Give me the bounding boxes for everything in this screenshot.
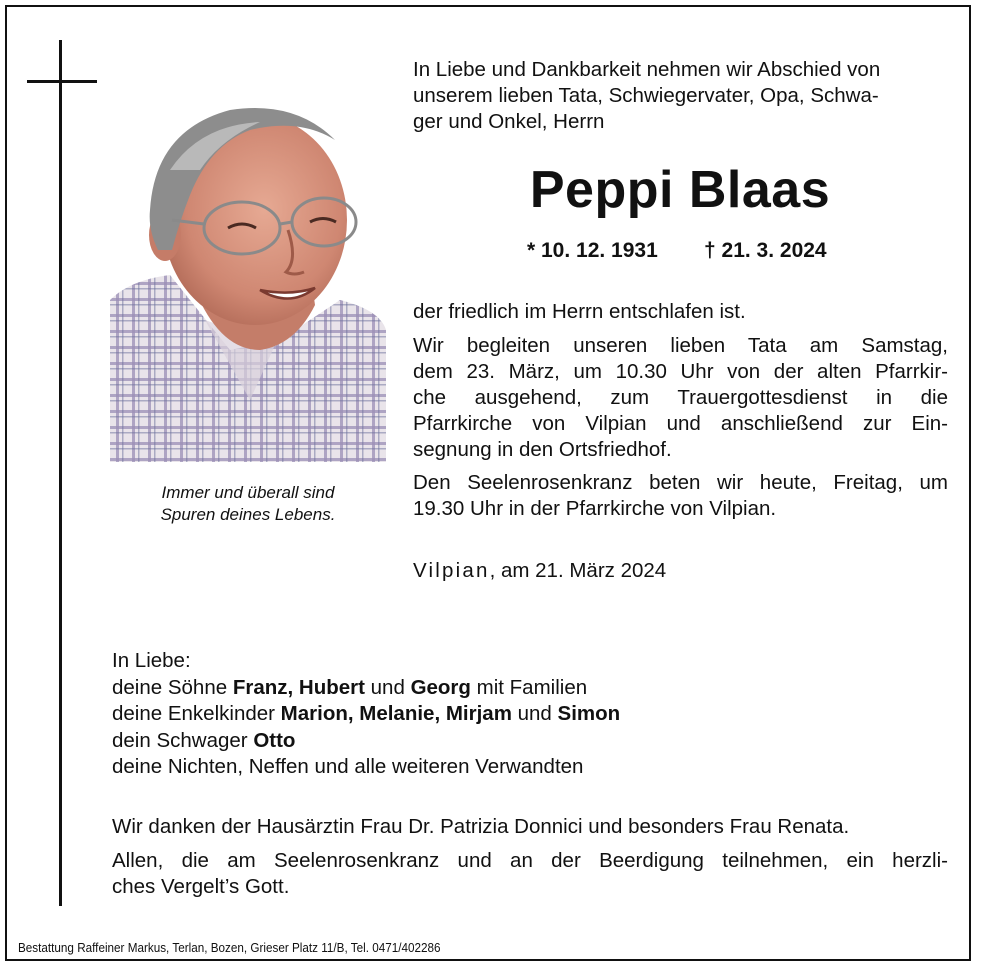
rosary-line: 19.30 Uhr in der Pfarrkirche von Vilpian.	[413, 497, 777, 520]
intro-line: ger und Onkel, Herrn	[413, 110, 605, 133]
death-date: † 21. 3. 2024	[704, 239, 827, 262]
caption-line: Immer und überall sind	[161, 483, 335, 502]
cross-icon	[59, 40, 62, 906]
son-name: Georg	[410, 675, 471, 699]
funeral-line: dem 23. März, um 10.30 Uhr von der alten Pfarrkir-	[413, 360, 948, 383]
brother-in-law-name: Otto	[253, 728, 296, 752]
deceased-name: Peppi Blaas	[529, 161, 831, 219]
text: deine Söhne	[112, 675, 233, 699]
funeral-text	[413, 333, 948, 463]
date-text: , am 21. März 2024	[489, 559, 667, 582]
passed-text: der friedlich im Herrn entschlafen ist.	[413, 300, 746, 323]
grandchildren-names: Marion, Melanie, Mirjam	[280, 702, 512, 725]
intro-text	[413, 57, 948, 135]
mourners-heading: In Liebe:	[112, 649, 191, 672]
thanks-line: ches Vergelt’s Gott.	[112, 875, 290, 898]
thanks-line: Allen, die am Seelenrosenkranz und an der Beerdigung teilnehmen, ein herzli-	[112, 849, 948, 872]
place-name: Vilpian	[413, 559, 490, 582]
portrait-photo	[110, 100, 386, 462]
rosary-line: Den Seelenrosenkranz beten wir heute, Freitag, um	[413, 471, 948, 494]
text: und	[511, 702, 558, 725]
sons-names: Franz, Hubert	[232, 675, 365, 699]
mourners-grandchildren	[112, 701, 620, 728]
text: und	[364, 675, 411, 699]
intro-line: unserem lieben Tata, Schwiegervater, Opa, Schwa-	[413, 84, 879, 107]
thanks-all	[112, 848, 948, 900]
cross-icon-bar	[27, 80, 97, 83]
caption-line: Spuren deines Lebens.	[160, 505, 336, 524]
mourners-sons	[112, 675, 620, 702]
grandchild-name: Simon	[557, 702, 621, 725]
funeral-line: segnung in den Ortsfriedhof.	[413, 438, 672, 461]
text: deine Enkelkinder	[112, 702, 281, 725]
text: dein Schwager	[112, 728, 254, 752]
text: mit Familien	[470, 675, 588, 699]
funeral-home-footer: Bestattung Raffeiner Markus, Terlan, Bozen, Grieser Platz 11/B, Tel. 0471/402286	[18, 940, 441, 955]
place-date	[413, 558, 948, 584]
funeral-line: Wir begleiten unseren lieben Tata am Samstag,	[413, 334, 948, 357]
funeral-line: che ausgehend, zum Trauergottesdienst in die	[413, 386, 948, 409]
mourners-brother-in-law	[112, 728, 620, 755]
mourners-list	[112, 648, 620, 781]
intro-line: In Liebe und Dankbarkeit nehmen wir Abschied von	[413, 58, 881, 81]
birth-date: * 10. 12. 1931	[527, 239, 658, 262]
rosary-text	[413, 470, 948, 522]
mourners-relatives: deine Nichten, Neffen und alle weiteren Verwandten	[112, 755, 584, 778]
photo-caption	[110, 482, 386, 526]
funeral-line: Pfarrkirche von Vilpian und anschließend zur Ein-	[413, 412, 948, 435]
thanks-doctor: Wir danken der Hausärztin Frau Dr. Patrizia Donnici und besonders Frau Renata.	[112, 815, 850, 838]
